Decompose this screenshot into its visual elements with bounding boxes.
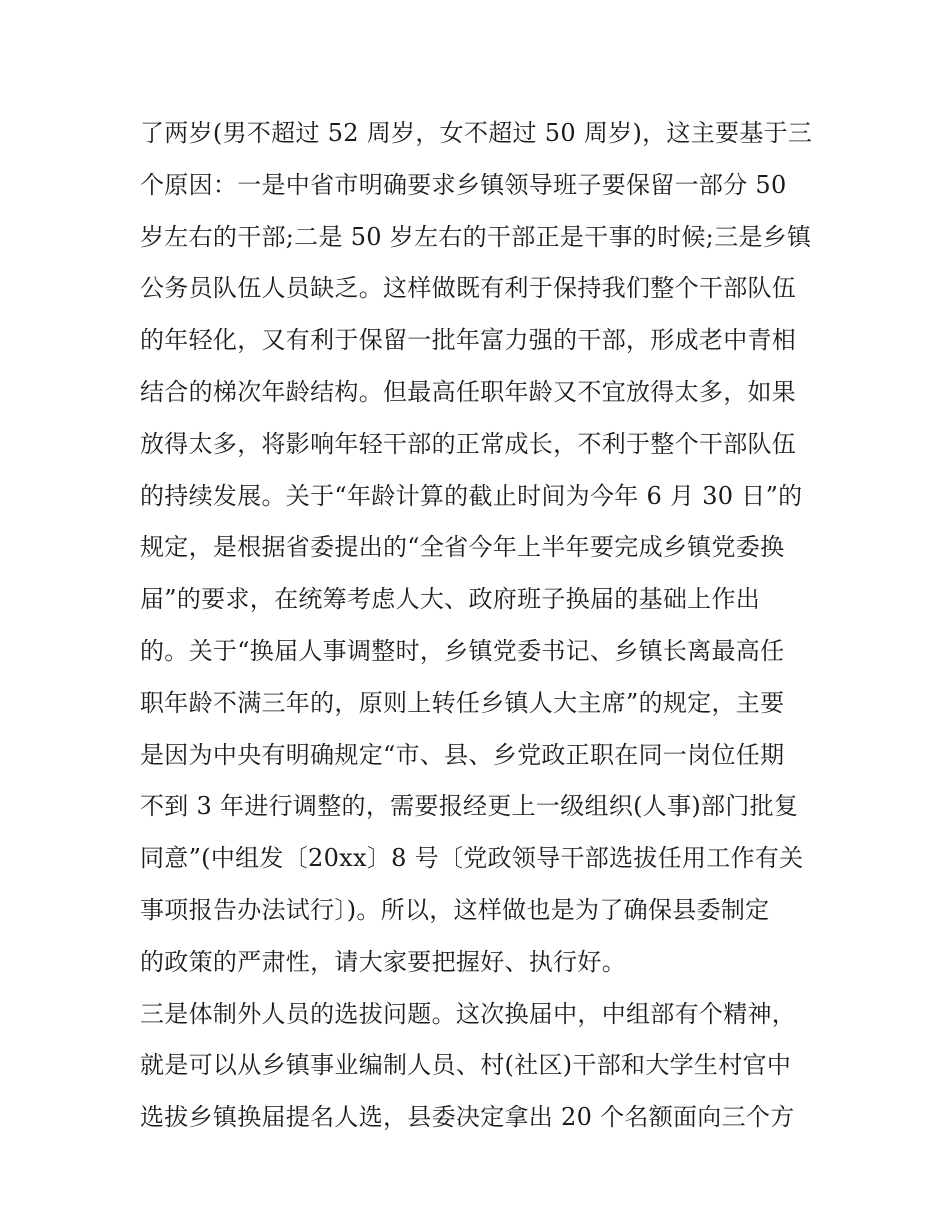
text-line: 了两岁(男不超过 52 周岁，女不超过 50 周岁)，这主要基于三 — [140, 119, 813, 147]
text-line: 规定，是根据省委提出的“全省今年上半年要完成乡镇党委换 — [140, 533, 785, 562]
text-line: 事项报告办法试行〕)。所以，这样做也是为了确保县委制定 — [140, 895, 770, 924]
text-line: 放得太多，将影响年轻干部的正常成长，不利于整个干部队伍 — [140, 429, 797, 458]
text-line: 结合的梯次年龄结构。但最高任职年龄又不宜放得太多，如果 — [140, 377, 797, 406]
text-line: 三是体制外人员的选拔问题。这次换届中，中组部有个精神， — [140, 999, 797, 1028]
text-line: 的年轻化，又有利于保留一批年富力强的干部，形成老中青相 — [140, 326, 797, 355]
text-line: 同意”(中组发〔20xx〕8 号〔党政领导干部选拔任用工作有关 — [140, 844, 804, 873]
text-line: 届”的要求，在统筹考虑人大、政府班子换届的基础上作出 — [140, 585, 761, 614]
text-line: 选拔乡镇换届提名人选，县委决定拿出 20 个名额面向三个方 — [140, 1103, 795, 1132]
text-line: 是因为中央有明确规定“市、县、乡党政正职在同一岗位任期 — [140, 740, 785, 769]
text-line: 的政策的严肃性，请大家要把握好、执行好。 — [140, 947, 626, 976]
text-line: 不到 3 年进行调整的，需要报经更上一级组织(人事)部门批复 — [140, 792, 799, 821]
text-line: 的。关于“换届人事调整时，乡镇党委书记、乡镇长离最高任 — [140, 636, 785, 665]
text-line: 的持续发展。关于“年龄计算的截止时间为今年 6 月 30 日”的 — [140, 481, 803, 510]
text-line: 公务员队伍人员缺乏。这样做既有利于保持我们整个干部队伍 — [140, 274, 797, 303]
text-line: 就是可以从乡镇事业编制人员、村(社区)干部和大学生村官中 — [140, 1051, 792, 1080]
body-text — [140, 108, 820, 1144]
text-line: 个原因：一是中省市明确要求乡镇领导班子要保留一部分 50 — [140, 170, 787, 199]
text-line: 职年龄不满三年的，原则上转任乡镇人大主席”的规定，主要 — [140, 688, 785, 717]
text-line: 岁左右的干部;二是 50 岁左右的干部正是干事的时候;三是乡镇 — [140, 222, 812, 251]
